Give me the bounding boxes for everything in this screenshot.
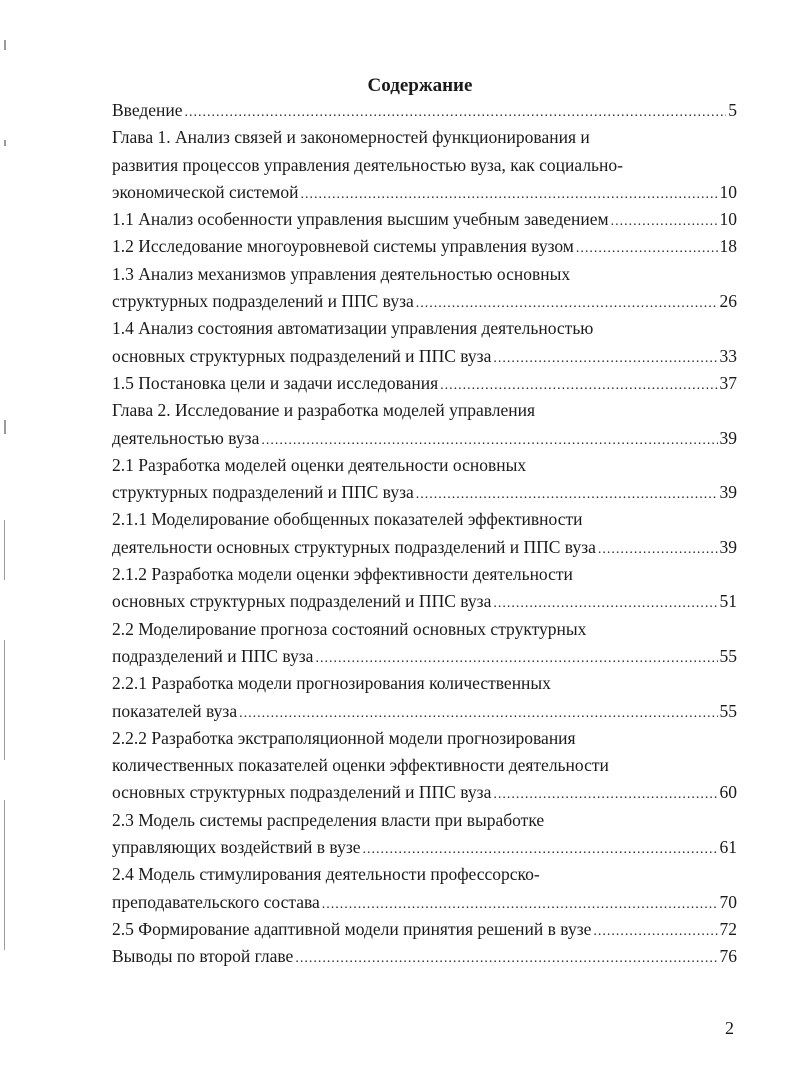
toc-entry [112,779,737,806]
toc-entry [112,670,737,697]
toc-entry [112,943,737,970]
toc-entry [112,152,737,179]
toc-entry-page: 70 [719,891,737,912]
toc-entry [112,343,737,370]
scan-artifact [4,520,5,580]
toc-entry [112,397,737,424]
toc-entry [112,889,737,916]
toc-entry [112,370,737,397]
toc-entry-text: 2.1 Разработка моделей оценки деятельности основных [112,454,527,475]
toc-entry [112,233,737,260]
toc-entry [112,97,737,124]
toc-entry [112,206,737,233]
toc-leader-dots [300,181,717,208]
toc-entry [112,425,737,452]
toc-leader-dots [322,891,718,918]
toc-entry-page: 39 [719,536,737,557]
toc-entry-page: 55 [719,700,737,721]
toc-entry-page: 39 [719,482,737,503]
toc-entry [112,861,737,888]
toc-leader-dots [261,427,717,454]
toc-leader-dots [440,372,717,399]
scan-artifact [4,40,6,50]
toc-entry-text: деятельностью вуза [112,427,260,448]
toc-leader-dots [593,918,717,945]
toc-entry-text: 1.3 Анализ механизмов управления деятельностью основных [112,263,571,284]
toc-leader-dots [295,945,717,972]
toc-entry-page: 72 [719,918,737,939]
toc-entry-text: 2.2.1 Разработка модели прогнозирования количественных [112,673,551,694]
toc-entry-text: показателей вуза [112,700,238,721]
toc-entry [112,479,737,506]
toc-entry [112,916,737,943]
toc-entry [112,834,737,861]
toc-entry-text: структурных подразделений и ППС вуза [112,291,414,312]
toc-entry [112,561,737,588]
toc-entry-page: 37 [719,372,737,393]
toc-entry-page: 10 [719,181,737,202]
toc-entry-page: 10 [719,209,737,230]
toc-entry-page: 39 [719,427,737,448]
toc-entry-text: 2.4 Модель стимулирования деятельности профессорско- [112,864,540,885]
scan-artifact [4,420,6,434]
toc-entry-page: 33 [719,345,737,366]
toc-entry [112,506,737,533]
toc-leader-dots [493,590,717,617]
toc-entry [112,452,737,479]
toc-entry-text: Выводы по второй главе [112,946,294,967]
toc-entry-text: количественных показателей оценки эффективности деятельности [112,755,609,776]
toc-entry-text: деятельности основных структурных подразделений и ППС вуза [112,536,596,557]
toc-entry-text: Глава 1. Анализ связей и закономерностей функционирования и [112,127,590,148]
toc-entry-text: преподавательского состава [112,891,320,912]
toc-entry-page: 55 [719,645,737,666]
toc-entry [112,725,737,752]
toc-entry-text: 1.2 Исследование многоуровневой системы управления вузом [112,236,574,257]
toc-leader-dots [416,290,718,317]
table-of-contents [112,97,737,971]
toc-entry-text: развития процессов управления деятельностью вуза, как социально- [112,154,623,175]
scan-artifact [4,140,6,146]
scan-artifact [4,640,5,760]
toc-leader-dots [493,781,717,808]
toc-entry [112,315,737,342]
toc-leader-dots [315,645,717,672]
toc-entry [112,643,737,670]
toc-entry [112,752,737,779]
toc-entry-page: 60 [719,782,737,803]
toc-entry [112,698,737,725]
toc-entry [112,534,737,561]
toc-entry-text: основных структурных подразделений и ППС вуза [112,591,492,612]
toc-entry [112,288,737,315]
toc-entry-text: 2.1.1 Моделирование обобщенных показателей эффективности [112,509,583,530]
toc-entry [112,261,737,288]
toc-entry-page: 51 [719,591,737,612]
toc-entry-text: подразделений и ППС вуза [112,645,314,666]
toc-entry-text: Глава 2. Исследование и разработка моделей управления [112,400,536,421]
page-number: 2 [725,1018,734,1038]
toc-entry-text: основных структурных подразделений и ППС вуза [112,345,492,366]
toc-entry-text: структурных подразделений и ППС вуза [112,482,414,503]
toc-leader-dots [598,536,718,563]
toc-entry-page: 26 [719,291,737,312]
toc-entry [112,179,737,206]
toc-leader-dots [493,345,717,372]
toc-entry-page: 61 [719,837,737,858]
toc-entry-text: 2.2 Моделирование прогноза состояний основных структурных [112,618,587,639]
scan-artifact [4,800,5,950]
page-title: Содержание [367,75,473,96]
toc-entry-page: 18 [719,236,737,257]
toc-entry [112,124,737,151]
toc-entry-text: 1.1 Анализ особенности управления высшим учебным заведением [112,209,609,230]
toc-entry-text: Введение [112,100,183,120]
toc-leader-dots [363,836,718,863]
toc-entry [112,616,737,643]
toc-entry-page: 5 [728,100,737,120]
toc-entry-text: 2.5 Формирование адаптивной модели принятия решений в вузе [112,918,592,939]
toc-leader-dots [611,208,718,235]
toc-leader-dots [416,481,718,508]
toc-entry [112,807,737,834]
toc-entry-page: 76 [719,946,737,967]
toc-entry-text: 1.5 Постановка цели и задачи исследования [112,372,439,393]
toc-entry-text: 2.2.2 Разработка экстраполяционной модели прогнозирования [112,727,576,748]
toc-entry-text: 1.4 Анализ состояния автоматизации управления деятельностью [112,318,594,339]
toc-leader-dots [239,700,717,727]
toc-leader-dots [576,235,718,262]
toc-leader-dots [185,99,727,126]
toc-entry [112,588,737,615]
toc-entry-text: 2.1.2 Разработка модели оценки эффективности деятельности [112,564,573,585]
toc-entry-text: управляющих воздействий в вузе [112,837,361,858]
toc-entry-text: экономической системой [112,181,299,202]
toc-entry-text: основных структурных подразделений и ППС вуза [112,782,492,803]
toc-entry-text: 2.3 Модель системы распределения власти при выработке [112,809,545,830]
